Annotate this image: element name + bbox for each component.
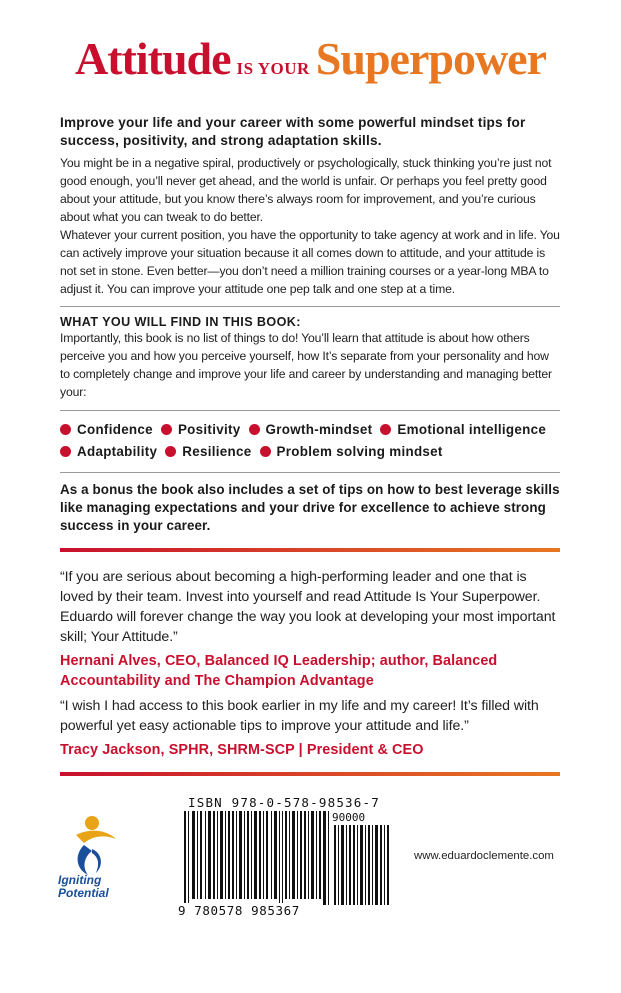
testimonial-author-2: Tracy Jackson, SPHR, SHRM-SCP | President & CEO	[60, 742, 424, 758]
skill-item: Problem solving mindset	[260, 441, 443, 463]
bullet-dot-icon	[60, 446, 71, 457]
price-code: 90000	[329, 811, 368, 824]
skill-item: Confidence	[60, 419, 153, 441]
isbn-barcode	[178, 793, 400, 927]
bullet-dot-icon	[165, 446, 176, 457]
skills-list	[60, 419, 560, 463]
ean-number: 9 780578 985367	[178, 903, 300, 918]
bullet-dot-icon	[60, 424, 71, 435]
bullet-dot-icon	[161, 424, 172, 435]
skill-item: Emotional intelligence	[380, 419, 546, 441]
skill-item: Positivity	[161, 419, 241, 441]
skills-row-1	[60, 419, 560, 441]
find-text: Importantly, this book is no list of things to do! You’ll learn that attitude is about how others perceive you and how you perceive yourself, how It’s separate from your personality and how to completely change and improve your life and career by understanding and managing better your:	[60, 331, 552, 399]
find-heading: WHAT YOU WILL FIND IN THIS BOOK:	[60, 315, 301, 329]
website-url: www.eduardoclemente.com	[414, 850, 554, 862]
divider	[60, 472, 560, 473]
divider	[60, 410, 560, 411]
title-word-superpower: Superpower	[315, 33, 547, 84]
lead-text: Improve your life and your career with some powerful mindset tips for success, positivity, and strong adaptation skills.	[60, 115, 526, 148]
bonus-text: As a bonus the book also includes a set of tips on how to best leverage skills like managing expectations and your drive for excellence to achieve strong success in your career.	[60, 482, 560, 533]
title-word-attitude: Attitude	[74, 33, 231, 84]
book-title	[0, 32, 621, 85]
bullet-dot-icon	[380, 424, 391, 435]
bullet-dot-icon	[249, 424, 260, 435]
testimonial-quote-2: “I wish I had access to this book earlier in my life and my career! It’s filled with powerful yet easy actionable tips to improve your attitude and life.”	[60, 698, 539, 734]
paragraph-2: Whatever your current position, you have the opportunity to take agency at work and in life. You can actively improve your situation because it all comes down to attitude, and your attitude is not set in stone. Even better—you don’t need a million training courses or a year-long MBA to adjust it. You can improve your attitude one pep talk and one step at a time.	[60, 228, 560, 296]
isbn-number: ISBN 978-0-578-98536-7	[188, 795, 380, 810]
barcode-icon	[182, 811, 396, 905]
paragraph-1: You might be in a negative spiral, productively or psychologically, stuck thinking you’re just not good enough, you’ll never get ahead, and the world is unfair. Or perhaps you feel pretty good about your attitude, but you know there’s always room for improvement, and you’re curious about what you can tweak to do better.	[60, 156, 552, 224]
publisher-logo-text: Igniting Potential	[58, 873, 109, 900]
skill-item: Adaptability	[60, 441, 157, 463]
testimonials	[60, 567, 560, 765]
divider	[60, 306, 560, 307]
gradient-divider	[60, 772, 560, 776]
title-word-is-your: IS YOUR	[236, 59, 310, 78]
testimonial-quote-1: “If you are serious about becoming a high-performing leader and one that is loved by their team. Invest into yourself and read Attitude Is Your Superpower. Eduardo will forever change the way you look at developing your most important skill; Your Attitude.”	[60, 569, 556, 645]
gradient-divider	[60, 548, 560, 552]
skill-item: Growth-mindset	[249, 419, 373, 441]
bullet-dot-icon	[260, 446, 271, 457]
skill-item: Resilience	[165, 441, 251, 463]
description	[60, 114, 560, 535]
testimonial-author-1: Hernani Alves, CEO, Balanced IQ Leadership; author, Balanced Accountability and The Champion Advantage	[60, 653, 498, 689]
skills-row-2	[60, 441, 560, 463]
